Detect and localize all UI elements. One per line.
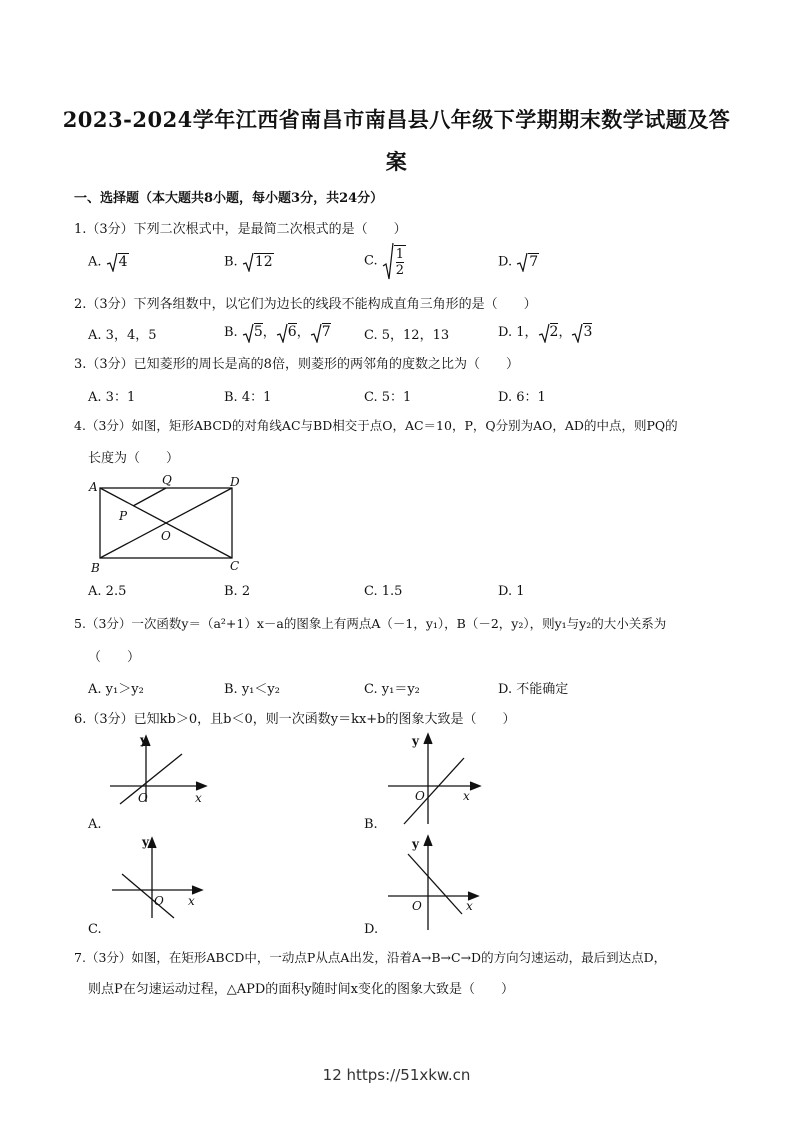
q2-option-d: D. 1， 2， 3	[498, 321, 592, 343]
q3-option-b: B. 4：1	[224, 390, 272, 405]
q2-option-a: A. 3，4，5	[88, 328, 157, 343]
axis-y-label: y	[140, 733, 147, 747]
question-5-cont: （ ）	[88, 650, 141, 665]
q1-option-a: A. 4	[88, 252, 129, 272]
question-7: 7.（3分）如图，在矩形ABCD中，一动点P从点A出发，沿着A→B→C→D的方向匀速运动，最后到达点D，	[74, 950, 667, 965]
section-heading: 一、选择题（本大题共8小题，每小题3分，共24分）	[74, 191, 384, 206]
graph-d	[386, 832, 486, 932]
q4-option-d: D. 1	[498, 584, 525, 599]
sqrt-icon	[242, 323, 254, 343]
label-c: C	[230, 559, 240, 573]
axis-x-label: x	[188, 894, 195, 908]
label-d: D	[230, 475, 240, 489]
question-4-cont: 长度为（ ）	[88, 451, 180, 466]
origin-label: O	[154, 894, 164, 908]
axis-y-label: y	[412, 734, 419, 748]
axis-x-label: x	[195, 791, 202, 805]
q6-option-c: C.	[88, 922, 102, 937]
question-7-cont: 则点P在匀速运动过程，△APD的面积y随时间x变化的图象大致是（ ）	[88, 982, 514, 997]
label-o: O	[161, 529, 171, 543]
page-footer: 12 https://51xkw.cn	[322, 1066, 471, 1084]
sqrt-icon	[571, 323, 583, 343]
question-1: 1.（3分）下列二次根式中，是最简二次根式的是（ ）	[74, 222, 407, 237]
origin-label: O	[412, 899, 422, 913]
q4-option-a: A. 2.5	[88, 584, 127, 599]
q1-option-c: C. $\frac{1}{2}$	[364, 242, 406, 280]
sqrt-icon	[310, 323, 322, 343]
question-2: 2.（3分）下列各组数中，以它们为边长的线段不能构成直角三角形的是（ ）	[74, 297, 537, 312]
q2-option-c: C. 5，12，13	[364, 328, 450, 343]
axis-x-label: x	[463, 789, 470, 803]
sqrt-icon	[382, 242, 394, 280]
question-6: 6.（3分）已知kb＞0，且b＜0，则一次函数y＝kx+b的图象大致是（ ）	[74, 712, 516, 727]
doc-title-line2: 案	[385, 149, 408, 174]
q6-option-b: B.	[364, 817, 378, 832]
q5-option-d: D. 不能确定	[498, 682, 569, 697]
q1-option-d: D. 7	[498, 252, 539, 272]
q5-option-b: B. y₁＜y₂	[224, 682, 280, 697]
axis-y-label: y	[142, 835, 149, 849]
graph-c	[110, 834, 210, 920]
q6-option-a: A.	[88, 817, 102, 832]
question-3: 3.（3分）已知菱形的周长是高的8倍，则菱形的两邻角的度数之比为（ ）	[74, 357, 519, 372]
question-5: 5.（3分）一次函数y＝（a²+1）x－a的图象上有两点A（－1，y₁），B（－2，y₂），则y₁与y₂的大小关系为	[74, 616, 667, 631]
label-p: P	[119, 509, 128, 523]
sqrt-icon	[242, 252, 254, 272]
origin-label: O	[138, 791, 148, 805]
q3-option-c: C. 5：1	[364, 390, 412, 405]
graph-b	[386, 730, 486, 828]
axis-x-label: x	[466, 899, 473, 913]
q3-option-a: A. 3：1	[88, 390, 136, 405]
origin-label: O	[415, 789, 425, 803]
q2-option-b: B. 5， 6， 7	[224, 321, 331, 343]
question-4: 4.（3分）如图，矩形ABCD的对角线AC与BD相交于点O，AC＝10，P，Q分别为AO，AD的中点，则PQ的	[74, 418, 678, 433]
doc-title-line1: 2023-2024学年江西省南昌市南昌县八年级下学期期末数学试题及答	[62, 107, 731, 132]
axis-y-label: y	[412, 837, 419, 851]
sqrt-icon	[516, 252, 528, 272]
graph-a	[106, 732, 212, 810]
q1-option-b: B. 12	[224, 252, 274, 272]
q3-option-d: D. 6：1	[498, 390, 546, 405]
rectangle-figure	[86, 472, 246, 574]
sqrt-icon	[106, 252, 118, 272]
q5-option-a: A. y₁＞y₂	[88, 682, 144, 697]
q6-option-d: D.	[364, 922, 379, 937]
sqrt-icon	[538, 323, 550, 343]
sqrt-icon	[276, 323, 288, 343]
q5-option-c: C. y₁＝y₂	[364, 682, 420, 697]
label-q: Q	[162, 473, 172, 487]
label-b: B	[91, 561, 100, 574]
label-a: A	[89, 480, 98, 494]
q4-option-c: C. 1.5	[364, 584, 403, 599]
q4-option-b: B. 2	[224, 584, 251, 599]
